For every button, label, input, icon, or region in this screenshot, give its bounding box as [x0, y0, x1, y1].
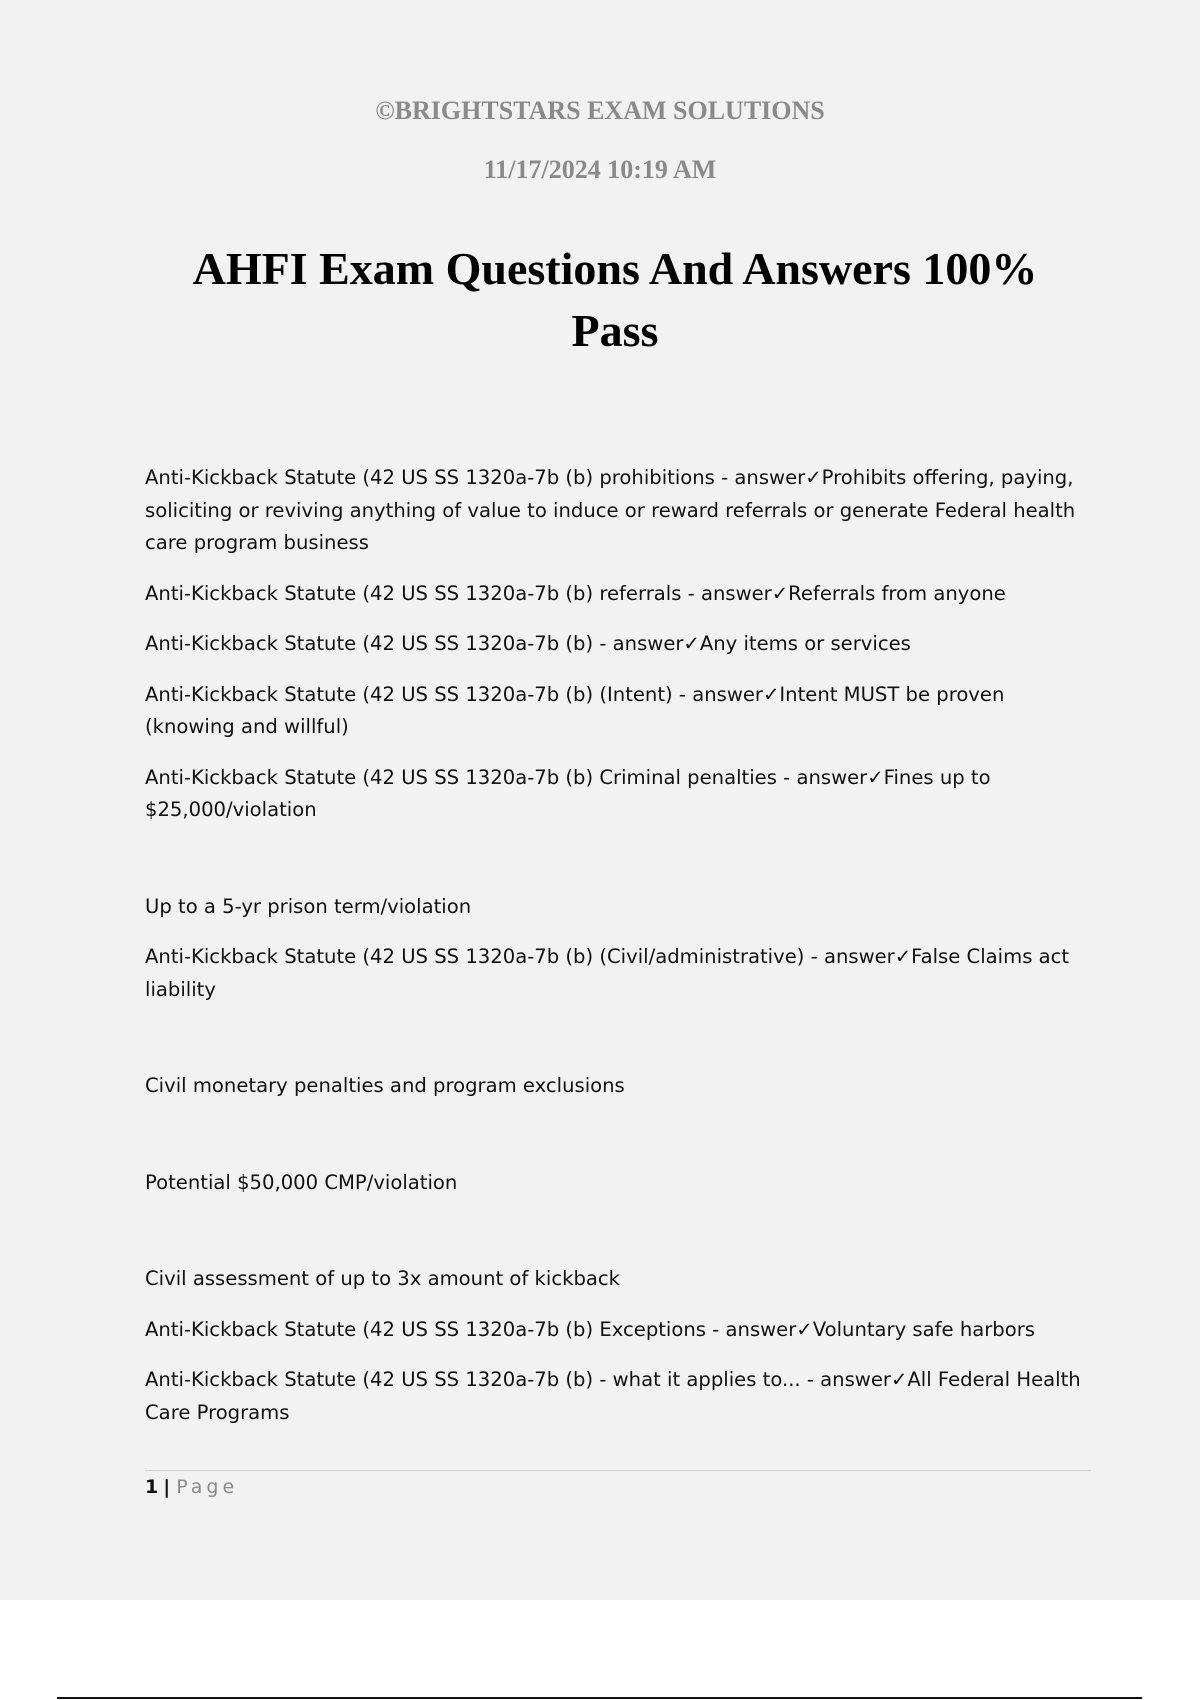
qa-paragraph: Anti-Kickback Statute (42 US SS 1320a-7b (b) (Civil/administrative) - answer✓False Claims act liability — [145, 945, 1070, 1001]
header-timestamp: 11/17/2024 10:19 AM — [483, 155, 717, 184]
page-label: Page — [176, 1476, 239, 1498]
qa-paragraph: Civil monetary penalties and program exclusions — [145, 1074, 625, 1097]
qa-paragraph: Anti-Kickback Statute (42 US SS 1320a-7b (b) referrals - answer✓Referrals from anyone — [145, 581, 1006, 605]
next-page-rule — [57, 1697, 1142, 1699]
qa-paragraph: Potential $50,000 CMP/violation — [145, 1170, 458, 1194]
qa-paragraph: Anti-Kickback Statute (42 US SS 1320a-7b (b) (Intent) - answer✓Intent MUST be proven (knowing and willful) — [145, 682, 1005, 738]
qa-paragraph: Anti-Kickback Statute (42 US SS 1320a-7b (b) - what it applies to... - answer✓All Federal Health Care Programs — [145, 1368, 1081, 1424]
page-separator: | — [163, 1476, 171, 1498]
footer-divider — [145, 1470, 1091, 1471]
qa-paragraph: Anti-Kickback Statute (42 US SS 1320a-7b (b) Exceptions - answer✓Voluntary safe harbors — [145, 1317, 1035, 1341]
qa-paragraph: Anti-Kickback Statute (42 US SS 1320a-7b (b) prohibitions - answer✓Prohibits offering, paying, soliciting or reviving anything of value to induce or reward referrals or generate Federal health care program business — [145, 466, 1076, 554]
qa-paragraph: Anti-Kickback Statute (42 US SS 1320a-7b (b) - answer✓Any items or services — [145, 632, 911, 655]
document-title: AHFI Exam Questions And Answers 100% Pass — [192, 243, 1038, 356]
document-body — [145, 462, 1085, 1447]
qa-paragraph: Civil assessment of up to 3x amount of kickback — [145, 1267, 621, 1290]
qa-paragraph: Anti-Kickback Statute (42 US SS 1320a-7b (b) Criminal penalties - answer✓Fines up to $25,000/violation — [145, 765, 991, 821]
page-number: 1 — [145, 1476, 159, 1498]
page-footer — [145, 1474, 238, 1500]
qa-paragraph: Up to a 5-yr prison term/violation — [145, 894, 472, 918]
header-brand: ©BRIGHTSTARS EXAM SOLUTIONS — [375, 96, 825, 125]
